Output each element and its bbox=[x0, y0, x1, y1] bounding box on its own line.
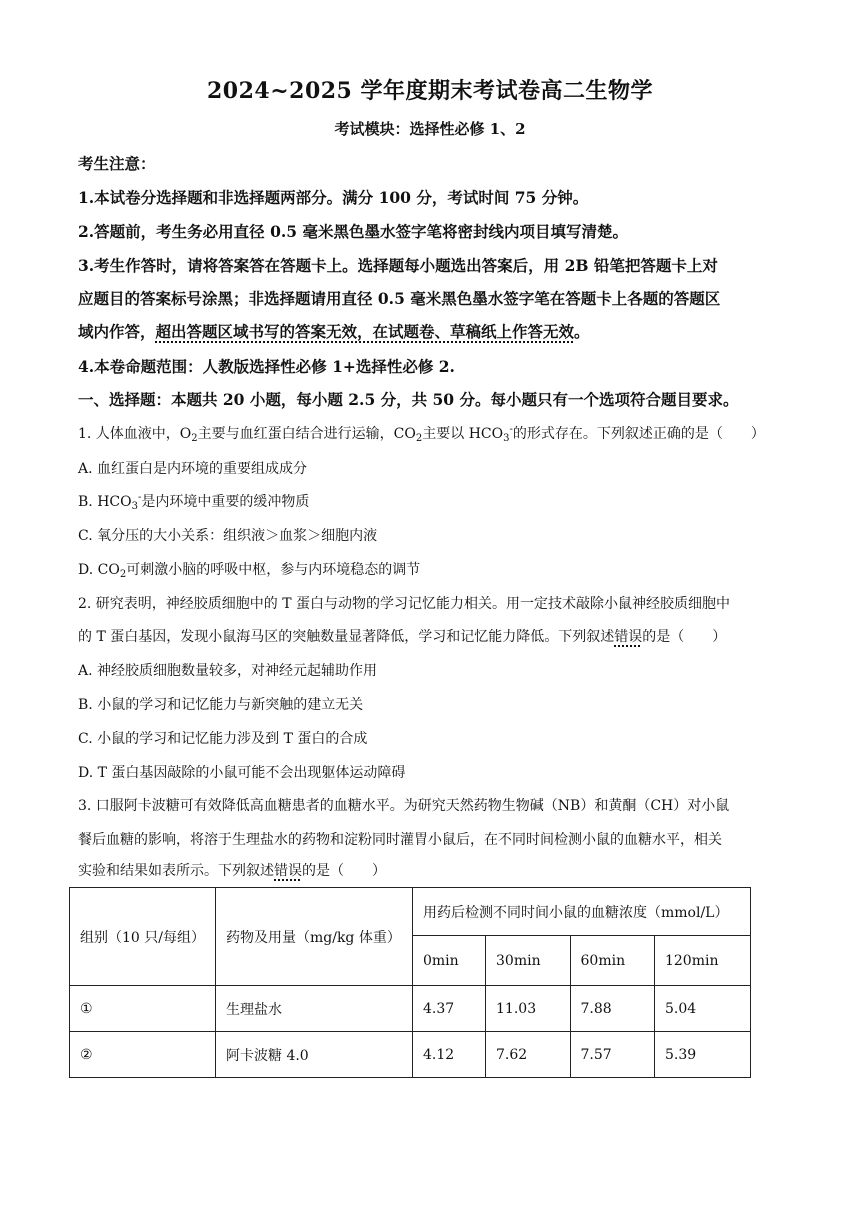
cell-value: 7.62 bbox=[486, 1032, 570, 1078]
header-time: 120min bbox=[654, 936, 750, 986]
question-3-stem-line2: 餐后血糖的影响，将溶于生理盐水的药物和淀粉同时灌胃小鼠后，在不同时间检测小鼠的血糖水平，相关 bbox=[78, 832, 722, 848]
question-1-option-b bbox=[78, 491, 309, 512]
header-time: 0min bbox=[413, 936, 486, 986]
question-3-stem-part-a: 实验和结果如表所示。下列叙述 bbox=[78, 863, 274, 879]
cell-drug: 生理盐水 bbox=[216, 986, 413, 1032]
question-3-stem-part-b: 的是（ ） bbox=[302, 863, 386, 879]
question-2-stem-line2 bbox=[78, 626, 726, 646]
co2-subscript: 2 bbox=[415, 433, 423, 444]
notice-item-3-line3-end: 。 bbox=[574, 322, 590, 341]
cell-value: 7.57 bbox=[570, 1032, 654, 1078]
notice-heading: 考生注意： bbox=[78, 154, 156, 173]
header-time: 60min bbox=[570, 936, 654, 986]
header-glucose: 用药后检测不同时间小鼠的血糖浓度（mmol/L） bbox=[413, 888, 751, 936]
question-2-option-d: D. T 蛋白基因敲除的小鼠可能不会出现躯体运动障碍 bbox=[78, 765, 406, 781]
cell-group: ① bbox=[70, 986, 216, 1032]
hco3-superscript: - bbox=[509, 424, 513, 435]
question-1-option-d bbox=[78, 559, 420, 580]
cell-value: 5.04 bbox=[654, 986, 750, 1032]
notice-item-3-emphasis: 超出答题区域书写的答案无效，在试题卷、草稿纸上作答无效 bbox=[155, 322, 575, 341]
option-d-subscript: 2 bbox=[119, 569, 127, 580]
table-row bbox=[70, 986, 751, 1032]
question-2-option-a: A. 神经胶质细胞数量较多，对神经元起辅助作用 bbox=[78, 663, 378, 679]
exam-title: 2024~2025 学年度期末考试卷高二生物学 bbox=[206, 78, 654, 104]
cell-value: 11.03 bbox=[486, 986, 570, 1032]
question-1-stem-part-b: 主要与血红蛋白结合进行运输，CO bbox=[197, 426, 416, 442]
question-1-stem-part-d: 的形式存在。下列叙述正确的是（ ） bbox=[512, 426, 765, 442]
header-drug: 药物及用量（mg/kg 体重） bbox=[216, 888, 413, 986]
cell-value: 5.39 bbox=[654, 1032, 750, 1078]
question-1-stem-part-a: 1. 人体血液中，O bbox=[78, 426, 192, 442]
notice-item-1: 1.本试卷分选择题和非选择题两部分。满分 100 分，考试时间 75 分钟。 bbox=[78, 188, 589, 207]
option-b-superscript: - bbox=[137, 492, 142, 503]
notice-item-4: 4.本卷命题范围：人教版选择性必修 1+选择性必修 2. bbox=[78, 357, 455, 376]
exam-subtitle: 考试模块：选择性必修 1、2 bbox=[334, 120, 526, 138]
question-1-option-a: A. 血红蛋白是内环境的重要组成成分 bbox=[78, 461, 308, 477]
option-b-part-b: 是内环境中重要的缓冲物质 bbox=[141, 494, 310, 510]
o2-subscript: 2 bbox=[191, 433, 198, 444]
question-1-option-c: C. 氧分压的大小关系：组织液＞血浆＞细胞内液 bbox=[78, 528, 378, 544]
cell-value: 4.12 bbox=[413, 1032, 486, 1078]
hco3-subscript: 3 bbox=[503, 433, 510, 444]
question-3-stem-line1: 3. 口服阿卡波糖可有效降低高血糖患者的血糖水平。为研究天然药物生物碱（NB）和黄酮（CH）对小鼠 bbox=[78, 798, 730, 814]
question-2-option-b: B. 小鼠的学习和记忆能力与新突触的建立无关 bbox=[78, 697, 364, 713]
question-2-stem-line1: 2. 研究表明，神经胶质细胞中的 T 蛋白与动物的学习记忆能力相关。用一定技术敲除小鼠神经胶质细胞中 bbox=[78, 596, 731, 612]
notice-item-2: 2.答题前，考生务必用直径 0.5 毫米黑色墨水签字笔将密封线内项目填写清楚。 bbox=[78, 222, 628, 241]
notice-item-3-line2: 应题目的答案标号涂黑；非选择题请用直径 0.5 毫米黑色墨水签字笔在答题卡上各题的答题区 bbox=[78, 289, 721, 308]
cell-value: 4.37 bbox=[413, 986, 486, 1032]
cell-group: ② bbox=[70, 1032, 216, 1078]
header-group: 组别（10 只/每组） bbox=[70, 888, 216, 986]
question-1-stem bbox=[78, 423, 765, 444]
question-2-option-c: C. 小鼠的学习和记忆能力涉及到 T 蛋白的合成 bbox=[78, 731, 368, 747]
option-d-part-b: 可刺激小脑的呼吸中枢，参与内环境稳态的调节 bbox=[126, 562, 421, 578]
section-1-heading: 一、选择题：本题共 20 小题，每小题 2.5 分，共 50 分。每小题只有一个选项符合题目要求。 bbox=[78, 390, 739, 409]
notice-item-3-line3 bbox=[78, 320, 590, 342]
question-3-stem-line3 bbox=[78, 860, 386, 880]
notice-item-3-line3-start: 域内作答， bbox=[78, 322, 156, 341]
table-row bbox=[70, 1032, 751, 1078]
question-3-emphasis: 错误 bbox=[274, 863, 302, 879]
blood-glucose-table bbox=[69, 887, 751, 1078]
cell-value: 7.88 bbox=[570, 986, 654, 1032]
header-time: 30min bbox=[486, 936, 570, 986]
question-2-stem-part-a: 的 T 蛋白基因，发现小鼠海马区的突触数量显著降低，学习和记忆能力降低。下列叙述 bbox=[78, 629, 615, 645]
table-header-row bbox=[70, 888, 751, 936]
question-2-stem-part-b: 的是（ ） bbox=[642, 629, 727, 645]
question-2-emphasis: 错误 bbox=[614, 629, 643, 645]
option-b-part-a: B. HCO bbox=[78, 494, 132, 510]
option-d-part-a: D. CO bbox=[78, 562, 120, 578]
notice-item-3-line1: 3.考生作答时，请将答案答在答题卡上。选择题每小题选出答案后，用 2B 铅笔把答题卡上对 bbox=[78, 256, 718, 275]
cell-drug: 阿卡波糖 4.0 bbox=[216, 1032, 413, 1078]
option-b-subscript: 3 bbox=[131, 501, 138, 512]
question-1-stem-part-c: 主要以 HCO bbox=[422, 426, 504, 442]
